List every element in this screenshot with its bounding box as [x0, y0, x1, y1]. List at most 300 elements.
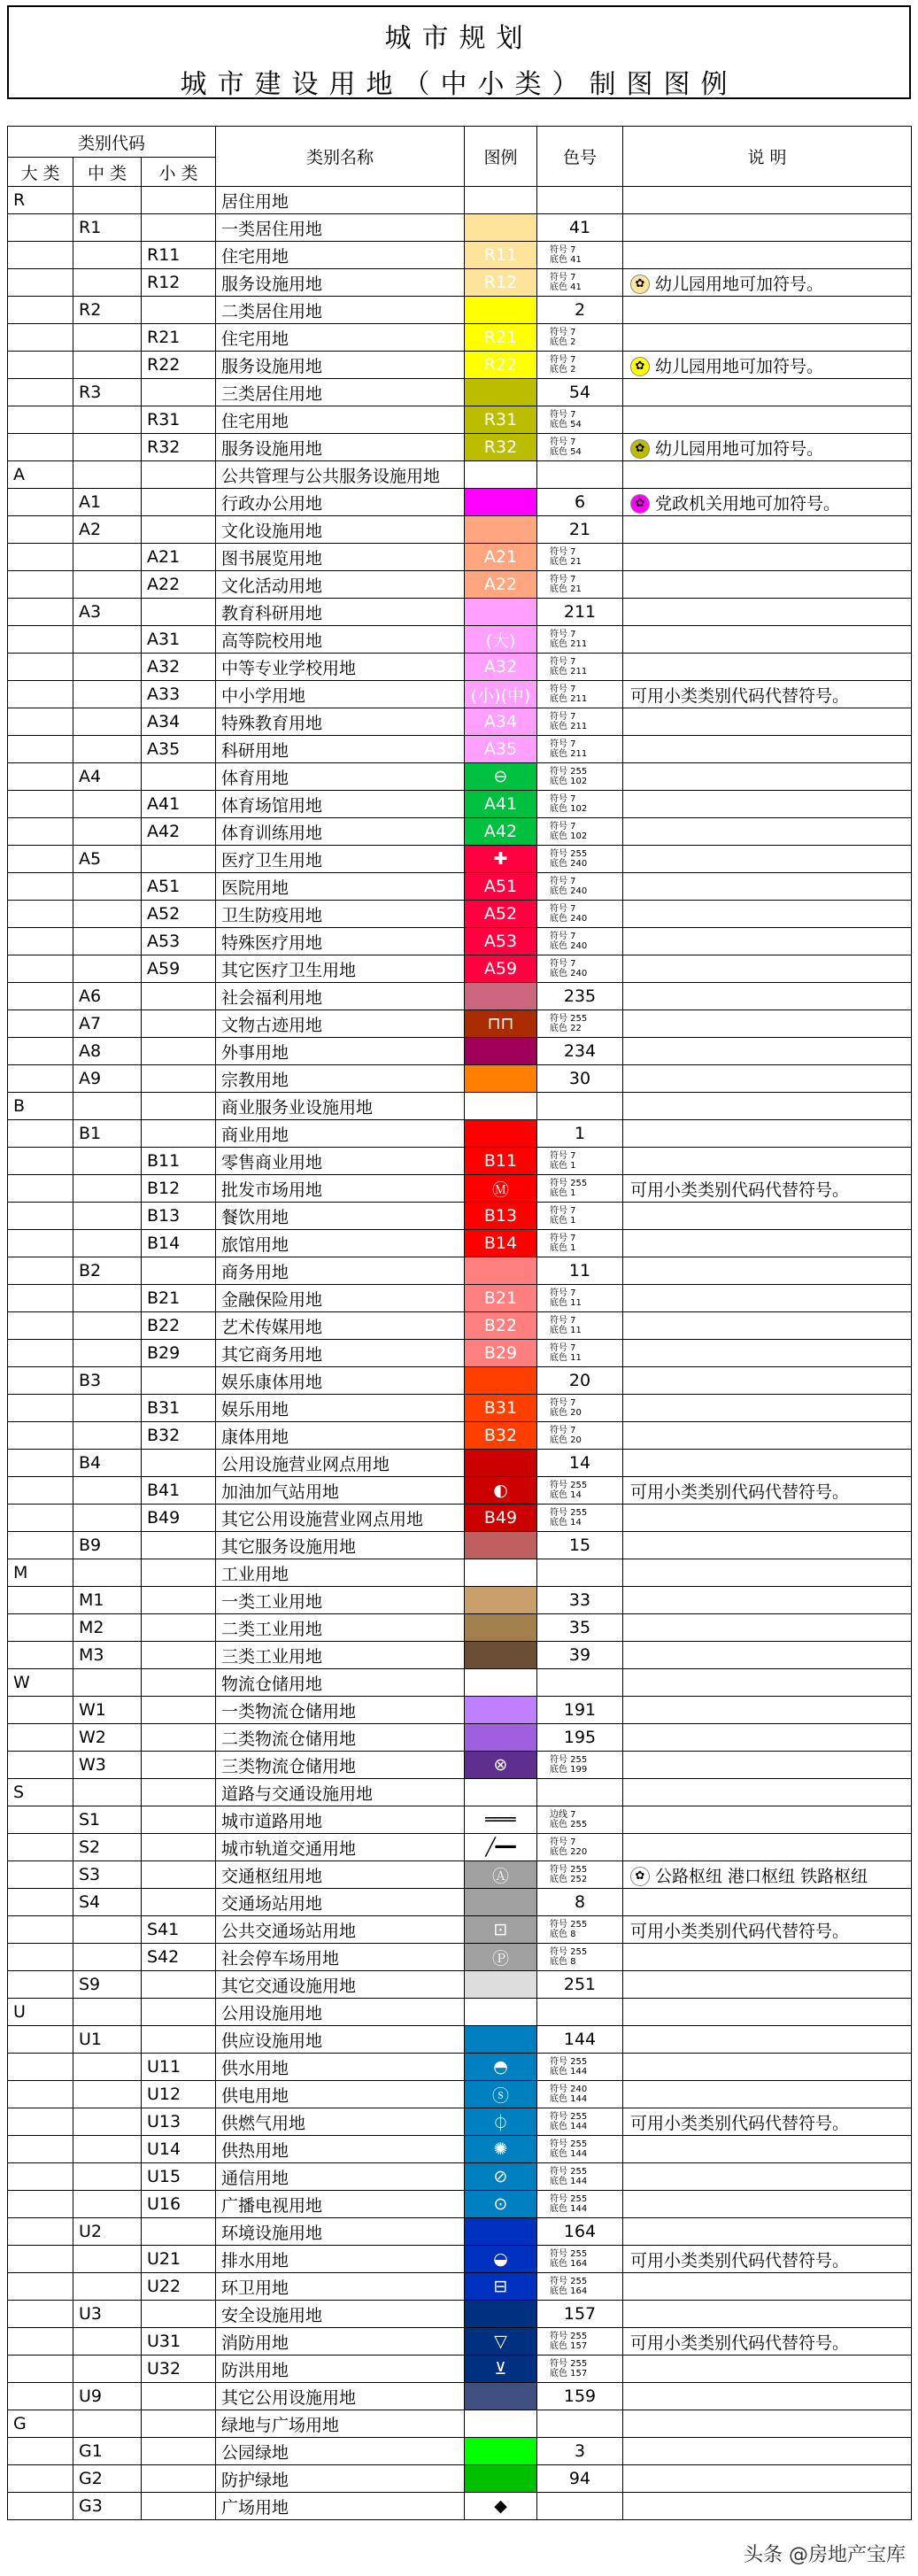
legend-swatch: [465, 516, 537, 544]
color-code-line: 底色 144: [550, 2094, 588, 2104]
description: [623, 763, 912, 791]
description: [623, 1697, 912, 1724]
code-big: [8, 2026, 73, 2054]
code-small: U22: [142, 2273, 216, 2301]
code-mid: [73, 2163, 142, 2191]
category-name: 其它医疗卫生用地: [216, 955, 465, 983]
code-mid: [73, 873, 142, 901]
color-number: [537, 1175, 623, 1203]
category-name: 文化设施用地: [216, 516, 465, 544]
table-row: [8, 1203, 912, 1230]
code-mid: [73, 681, 142, 708]
legend-swatch: [465, 2191, 537, 2218]
code-small: [142, 1587, 216, 1614]
code-mid: [73, 736, 142, 763]
color-code-line: 底色 240: [550, 941, 588, 951]
code-mid: [73, 901, 142, 928]
color-code-line: 底色 144: [550, 2149, 588, 2159]
table-row: [8, 1779, 912, 1806]
description: [623, 2026, 912, 2054]
table-row: [8, 2081, 912, 2108]
description: [623, 544, 912, 571]
table-row: [8, 214, 912, 242]
category-name: 防护绿地: [216, 2465, 465, 2493]
legend-swatch: [465, 955, 537, 983]
category-name: 其它商务用地: [216, 1340, 465, 1367]
code-big: [8, 1944, 73, 1971]
table-row: [8, 324, 912, 352]
legend-swatch: [465, 983, 537, 1010]
header-small: 小 类: [142, 158, 216, 187]
table-row: [8, 2218, 912, 2246]
table-row: [8, 1175, 912, 1203]
description-text: 可用小类类别代码代替符号。: [630, 1180, 850, 1200]
legend-swatch: [465, 1093, 537, 1120]
description: [623, 708, 912, 736]
code-small: [142, 1257, 216, 1285]
table-row: [8, 1697, 912, 1724]
description: [623, 2383, 912, 2410]
swatch-label: B49: [483, 1508, 518, 1528]
description-text: 幼儿园用地可加符号。: [655, 274, 824, 294]
description: [623, 461, 912, 489]
color-code-line: 底色 157: [550, 2369, 588, 2379]
description: [623, 2218, 912, 2246]
table-row: [8, 2136, 912, 2163]
code-big: [8, 544, 73, 571]
color-number: [537, 461, 623, 489]
description: [623, 1779, 912, 1806]
category-name: 公用设施营业网点用地: [216, 1450, 465, 1477]
code-small: R32: [142, 434, 216, 461]
color-number: [537, 1916, 623, 1944]
description: [623, 352, 912, 379]
table-row: [8, 2465, 912, 2493]
code-mid: S1: [73, 1806, 142, 1834]
code-big: [8, 2465, 73, 2493]
code-big: [8, 1065, 73, 1093]
color-number: 234: [537, 1038, 623, 1065]
code-mid: [73, 1175, 142, 1203]
legend-swatch: [465, 1559, 537, 1587]
code-small: [142, 1752, 216, 1779]
code-mid: G2: [73, 2465, 142, 2493]
code-small: [142, 1559, 216, 1587]
legend-swatch: [465, 681, 537, 708]
table-row: [8, 2163, 912, 2191]
color-code-line: 底色 22: [550, 1024, 582, 1033]
category-name: 文物古迹用地: [216, 1010, 465, 1038]
color-code-line: 符号 7: [550, 1206, 576, 1216]
legend-swatch: [465, 187, 537, 214]
swatch-label: ✚: [493, 849, 508, 869]
category-name: 行政办公用地: [216, 489, 465, 516]
code-mid: [73, 626, 142, 654]
code-small: B32: [142, 1422, 216, 1450]
category-name: 二类居住用地: [216, 297, 465, 324]
code-small: [142, 1093, 216, 1120]
code-small: A52: [142, 901, 216, 928]
code-big: [8, 626, 73, 654]
code-big: [8, 214, 73, 242]
legend-swatch: [465, 2438, 537, 2465]
code-small: [142, 1614, 216, 1642]
color-number: 94: [537, 2465, 623, 2493]
legend-swatch: [465, 1779, 537, 1806]
code-mid: [73, 2054, 142, 2081]
table-row: [8, 406, 912, 434]
swatch-label: R32: [483, 437, 518, 457]
watermark: 头条 @房地产宝库: [744, 2544, 906, 2566]
color-code-line: 符号 255: [550, 2139, 588, 2149]
code-small: [142, 1038, 216, 1065]
swatch-label: ⊻: [494, 2359, 507, 2379]
color-code-line: 底色 144: [550, 2122, 588, 2131]
code-mid: [73, 461, 142, 489]
swatch-label: ⊗: [493, 1755, 508, 1775]
legend-swatch: [465, 1450, 537, 1477]
code-mid: [73, 544, 142, 571]
table-row: [8, 2108, 912, 2136]
swatch-label: A32: [483, 657, 518, 677]
code-big: [8, 1505, 73, 1532]
color-number: [537, 242, 623, 269]
code-big: [8, 1257, 73, 1285]
code-mid: B9: [73, 1532, 142, 1559]
category-name: 服务设施用地: [216, 434, 465, 461]
category-name: 供应设施用地: [216, 2026, 465, 2054]
category-name: 批发市场用地: [216, 1175, 465, 1203]
color-number: 164: [537, 2218, 623, 2246]
code-small: S41: [142, 1916, 216, 1944]
color-number: 39: [537, 1642, 623, 1669]
code-mid: [73, 1505, 142, 1532]
legend-swatch: [465, 1614, 537, 1642]
description: [623, 1669, 912, 1697]
color-number: [537, 1505, 623, 1532]
code-big: [8, 708, 73, 736]
color-code-line: 底色 211: [550, 694, 588, 704]
legend-swatch: [465, 2356, 537, 2383]
code-big: [8, 2356, 73, 2383]
color-code-line: 底色 144: [550, 2067, 588, 2077]
description: [623, 1559, 912, 1587]
table-row: [8, 1614, 912, 1642]
code-mid: [73, 2246, 142, 2273]
description: [623, 983, 912, 1010]
category-name: 城市道路用地: [216, 1806, 465, 1834]
legend-swatch: [465, 1148, 537, 1175]
legend-swatch: [465, 1312, 537, 1340]
legend-swatch: [465, 1999, 537, 2026]
code-mid: [73, 1203, 142, 1230]
category-name: 绿地与广场用地: [216, 2410, 465, 2438]
code-small: S42: [142, 1944, 216, 1971]
code-mid: [73, 434, 142, 461]
title-box: [7, 5, 911, 99]
color-code-line: 符号 255: [550, 1755, 588, 1765]
swatch-label: ⊡: [493, 1920, 508, 1939]
swatch-label: ◆: [494, 2496, 507, 2516]
swatch-label: R22: [483, 355, 518, 375]
code-small: R22: [142, 352, 216, 379]
code-big: [8, 1532, 73, 1559]
table-row: [8, 1559, 912, 1587]
code-small: [142, 1697, 216, 1724]
table-row: [8, 654, 912, 681]
code-mid: [73, 1422, 142, 1450]
code-big: [8, 1148, 73, 1175]
table-row: [8, 1669, 912, 1697]
table-row: [8, 1944, 912, 1971]
color-code-line: 符号 255: [550, 1508, 588, 1518]
code-big: [8, 681, 73, 708]
color-code-line: 符号 255: [550, 2249, 588, 2259]
code-big: [8, 1642, 73, 1669]
color-number: [537, 1010, 623, 1038]
color-number: [537, 846, 623, 873]
legend-swatch: [465, 1752, 537, 1779]
swatch-label: (大): [485, 630, 516, 651]
legend-swatch: [465, 736, 537, 763]
description: [623, 1505, 912, 1532]
description: [623, 2191, 912, 2218]
code-mid: [73, 2273, 142, 2301]
color-number: [537, 928, 623, 955]
table-row: [8, 1395, 912, 1422]
legend-swatch: [465, 1038, 537, 1065]
table-row: [8, 2493, 912, 2520]
legend-swatch: [465, 1697, 537, 1724]
legend-swatch: [465, 2163, 537, 2191]
description: [623, 1257, 912, 1285]
category-name: 安全设施用地: [216, 2301, 465, 2328]
category-name: 体育场馆用地: [216, 791, 465, 818]
code-mid: [73, 2328, 142, 2356]
table-row: [8, 2328, 912, 2356]
symbol-icon: ✿: [630, 357, 650, 376]
category-name: 三类工业用地: [216, 1642, 465, 1669]
color-code-line: 符号 7: [550, 1288, 576, 1298]
code-big: [8, 1806, 73, 1834]
code-big: [8, 2108, 73, 2136]
color-code-line: 底色 20: [550, 1435, 582, 1445]
category-name: 广场用地: [216, 2493, 465, 2520]
code-small: [142, 516, 216, 544]
color-code-line: 符号 255: [550, 2194, 588, 2204]
description: [623, 955, 912, 983]
category-name: 公园绿地: [216, 2438, 465, 2465]
category-name: 娱乐用地: [216, 1395, 465, 1422]
code-small: [142, 1367, 216, 1395]
code-mid: M3: [73, 1642, 142, 1669]
color-code-line: 符号 7: [550, 685, 576, 694]
color-code-line: 符号 7: [550, 822, 576, 832]
category-name: 科研用地: [216, 736, 465, 763]
description: [623, 681, 912, 708]
legend-swatch: [465, 461, 537, 489]
color-code-line: 符号 7: [550, 712, 576, 722]
category-name: 旅馆用地: [216, 1230, 465, 1257]
color-code-line: 符号 7: [550, 547, 576, 557]
swatch-label: A52: [483, 904, 518, 924]
code-mid: M1: [73, 1587, 142, 1614]
color-code-line: 符号 240: [550, 2085, 588, 2094]
code-mid: [73, 1312, 142, 1340]
description-text: 党政机关用地可加符号。: [655, 493, 841, 514]
color-code-line: 符号 255: [550, 1920, 588, 1930]
legend-swatch: [465, 544, 537, 571]
code-mid: [73, 269, 142, 297]
color-number: [537, 2191, 623, 2218]
code-mid: [73, 791, 142, 818]
color-code-line: 符号 7: [550, 959, 576, 969]
description: [623, 324, 912, 352]
swatch-label: ◐: [493, 1481, 508, 1500]
code-small: A53: [142, 928, 216, 955]
color-number: 8: [537, 1889, 623, 1916]
description: [623, 1834, 912, 1861]
code-small: B14: [142, 1230, 216, 1257]
code-big: [8, 1834, 73, 1861]
legend-swatch: [465, 791, 537, 818]
code-big: [8, 1230, 73, 1257]
category-name: 加油加气站用地: [216, 1477, 465, 1505]
table-row: [8, 1312, 912, 1340]
legend-swatch: [465, 379, 537, 406]
color-number: [537, 1230, 623, 1257]
color-code-line: 符号 255: [550, 1014, 588, 1024]
category-name: 公共管理与公共服务设施用地: [216, 461, 465, 489]
legend-swatch: [465, 242, 537, 269]
category-name: 特殊医疗用地: [216, 928, 465, 955]
color-code-line: 底色 157: [550, 2341, 588, 2351]
color-number: 30: [537, 1065, 623, 1093]
legend-swatch: [465, 1944, 537, 1971]
description: [623, 1752, 912, 1779]
color-number: [537, 1779, 623, 1806]
table-row: [8, 2246, 912, 2273]
code-small: B29: [142, 1340, 216, 1367]
table-row: [8, 544, 912, 571]
code-small: [142, 1779, 216, 1806]
color-number: [537, 434, 623, 461]
code-mid: [73, 187, 142, 214]
code-big: [8, 1367, 73, 1395]
category-name: 商业用地: [216, 1120, 465, 1148]
table-row: [8, 242, 912, 269]
color-code-line: 底色 2: [550, 365, 576, 375]
legend-swatch: [465, 1257, 537, 1285]
code-small: U15: [142, 2163, 216, 2191]
code-small: U12: [142, 2081, 216, 2108]
code-mid: W3: [73, 1752, 142, 1779]
description: [623, 626, 912, 654]
color-number: [537, 1669, 623, 1697]
table-row: [8, 1230, 912, 1257]
color-code-line: 符号 7: [550, 1837, 576, 1847]
code-small: A33: [142, 681, 216, 708]
swatch-label: B22: [483, 1316, 518, 1335]
code-small: U31: [142, 2328, 216, 2356]
swatch-label: ⊘: [493, 2167, 508, 2186]
legend-swatch: [465, 2273, 537, 2301]
description-text: 可用小类类别代码代替符号。: [630, 2332, 850, 2353]
color-number: [537, 654, 623, 681]
code-big: M: [8, 1559, 73, 1587]
category-name: 城市轨道交通用地: [216, 1834, 465, 1861]
swatch-label: ✺: [493, 2139, 508, 2159]
category-name: 工业用地: [216, 1559, 465, 1587]
legend-swatch: [465, 214, 537, 242]
table-row: [8, 1806, 912, 1834]
color-code-line: 底色 102: [550, 777, 588, 786]
description: [623, 2438, 912, 2465]
description: [623, 1038, 912, 1065]
category-name: 一类工业用地: [216, 1587, 465, 1614]
category-name: 宗教用地: [216, 1065, 465, 1093]
code-mid: S4: [73, 1889, 142, 1916]
swatch-label: Ⓜ: [491, 1180, 509, 1200]
color-code-line: 符号 255: [550, 2359, 588, 2369]
color-code-line: 符号 255: [550, 1865, 588, 1875]
color-number: [537, 269, 623, 297]
description: [623, 1861, 912, 1889]
color-number: 144: [537, 2026, 623, 2054]
description: [623, 571, 912, 599]
color-code-line: 符号 7: [550, 739, 576, 749]
category-name: 供电用地: [216, 2081, 465, 2108]
description: [623, 2054, 912, 2081]
code-small: B21: [142, 1285, 216, 1312]
category-name: 娱乐康体用地: [216, 1367, 465, 1395]
color-number: [537, 1285, 623, 1312]
table-row: [8, 571, 912, 599]
code-small: R12: [142, 269, 216, 297]
color-number: [537, 1752, 623, 1779]
color-code-line: 底色 240: [550, 969, 588, 979]
color-number: [537, 736, 623, 763]
code-big: [8, 654, 73, 681]
description: [623, 2301, 912, 2328]
swatch-label: ⊖: [493, 767, 508, 786]
color-code-line: 符号 7: [550, 245, 576, 255]
swatch-label: A22: [483, 575, 518, 594]
category-name: 服务设施用地: [216, 352, 465, 379]
description: [623, 516, 912, 544]
code-big: [8, 928, 73, 955]
swatch-label: (小)(中): [470, 685, 531, 706]
code-mid: [73, 1916, 142, 1944]
code-big: [8, 269, 73, 297]
color-number: [537, 1340, 623, 1367]
legend-swatch: [465, 1916, 537, 1944]
code-big: [8, 763, 73, 791]
legend-swatch: [465, 901, 537, 928]
code-small: R11: [142, 242, 216, 269]
description: [623, 1065, 912, 1093]
code-big: [8, 736, 73, 763]
color-code-line: 底色 255: [550, 1820, 588, 1830]
color-code-line: 符号 255: [550, 1947, 588, 1957]
category-name: 环境设施用地: [216, 2218, 465, 2246]
color-number: [537, 708, 623, 736]
description: [623, 2108, 912, 2136]
code-small: [142, 187, 216, 214]
code-big: [8, 1916, 73, 1944]
code-small: R21: [142, 324, 216, 352]
description: [623, 928, 912, 955]
